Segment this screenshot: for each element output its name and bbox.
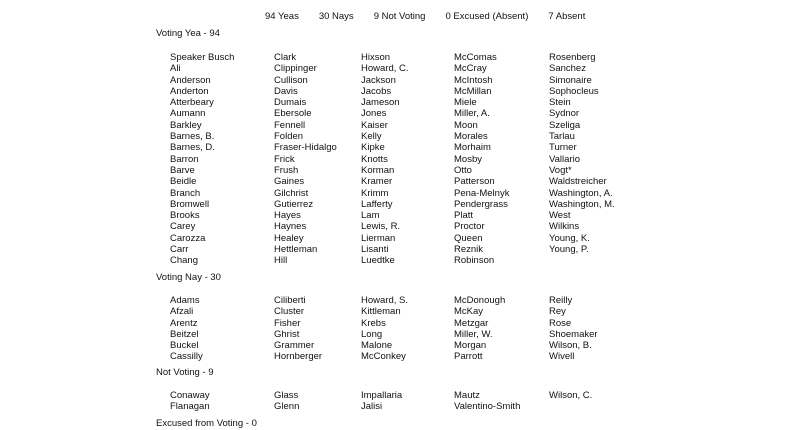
- member-name: Davis: [274, 85, 298, 97]
- member-name: Stein: [549, 97, 571, 109]
- member-name: Moon: [454, 119, 478, 131]
- member-name: Carozza: [170, 232, 206, 244]
- member-name: Lafferty: [361, 198, 393, 210]
- member-name: Glenn: [274, 401, 300, 413]
- member-name: Conaway: [170, 390, 210, 401]
- member-name: Knotts: [361, 153, 388, 165]
- member-name: Miller, W.: [454, 328, 493, 340]
- member-name: Carey: [170, 221, 196, 233]
- member-name: Young, P.: [549, 244, 589, 256]
- nay-name-list: [170, 295, 659, 363]
- member-name: McComas: [454, 52, 497, 63]
- member-name: Krimm: [361, 187, 389, 199]
- member-name: Bromwell: [170, 198, 210, 210]
- member-name: Jacobs: [361, 85, 392, 97]
- member-name: Fraser-Hidalgo: [274, 142, 337, 154]
- member-name: Barron: [170, 153, 199, 165]
- member-name: Lierman: [361, 232, 396, 244]
- member-name: Miele: [454, 97, 477, 109]
- member-name: Morgan: [454, 340, 487, 352]
- member-name: Afzali: [170, 306, 194, 318]
- member-name: Fennell: [274, 119, 306, 131]
- member-name: Gutierrez: [274, 198, 314, 210]
- member-name: Sanchez: [549, 63, 586, 75]
- member-name: Jones: [361, 108, 387, 120]
- member-name: Wilson, B.: [549, 340, 592, 352]
- member-name: Barkley: [170, 119, 202, 131]
- member-name: Jameson: [361, 97, 400, 109]
- member-name: Cluster: [274, 306, 305, 318]
- member-name: West: [549, 210, 571, 222]
- member-name: Korman: [361, 164, 395, 176]
- member-name: Anderton: [170, 85, 209, 97]
- member-name: Valentino-Smith: [454, 401, 521, 413]
- member-name: Carr: [170, 244, 189, 256]
- excused-count: 0 Excused (Absent): [445, 11, 529, 22]
- member-name: McIntosh: [454, 74, 493, 86]
- member-name: Sophocleus: [549, 85, 599, 97]
- member-name: Pena-Melnyk: [454, 187, 510, 199]
- member-name: Parrott: [454, 351, 483, 363]
- absent-count: 7 Absent: [548, 11, 586, 22]
- member-name: Ciliberti: [274, 295, 306, 306]
- member-name: Gilchrist: [274, 187, 309, 199]
- member-name: Ali: [170, 63, 181, 75]
- member-name: Waldstreicher: [549, 176, 607, 188]
- member-name: Shoemaker: [549, 328, 598, 340]
- yeas-count: 94 Yeas: [265, 11, 299, 22]
- member-name: McCray: [454, 63, 487, 75]
- member-name: Turner: [549, 142, 577, 154]
- member-name: Frick: [274, 153, 295, 165]
- not-voting-heading: Not Voting - 9: [156, 367, 214, 378]
- member-name: Howard, C.: [361, 63, 409, 75]
- member-name: Rose: [549, 317, 572, 329]
- member-name: Speaker Busch: [170, 52, 235, 63]
- member-name: Otto: [454, 164, 472, 176]
- member-name: Tarlau: [549, 131, 575, 143]
- member-name: Barve: [170, 164, 195, 176]
- member-name: Anderson: [170, 74, 211, 86]
- member-name: Hill: [274, 255, 288, 267]
- member-name: Mautz: [454, 390, 480, 401]
- member-name: Washington, M.: [549, 198, 615, 210]
- member-name: Wilson, C.: [549, 390, 593, 401]
- member-name: Pendergrass: [454, 198, 508, 210]
- member-name: Clark: [274, 52, 297, 63]
- member-name: Metzgar: [454, 317, 489, 329]
- member-name: Grammer: [274, 340, 315, 352]
- member-name: Fisher: [274, 317, 301, 329]
- member-name: Clippinger: [274, 63, 317, 75]
- nay-heading: Voting Nay - 30: [156, 272, 221, 283]
- yea-name-list: [170, 52, 659, 267]
- member-name: Morales: [454, 131, 488, 143]
- member-name: Platt: [454, 210, 474, 222]
- member-name: Cassilly: [170, 351, 203, 363]
- member-name: Branch: [170, 187, 201, 199]
- member-name: Impallaria: [361, 390, 403, 401]
- nays-count: 30 Nays: [318, 11, 354, 22]
- member-name: Chang: [170, 255, 198, 267]
- member-name: Lam: [361, 210, 380, 222]
- member-name: Atterbeary: [170, 97, 214, 109]
- member-name: Proctor: [454, 221, 485, 233]
- member-name: Krebs: [361, 317, 386, 329]
- member-name: Rey: [549, 306, 566, 318]
- member-name: Gaines: [274, 176, 305, 188]
- member-name: Rosenberg: [549, 52, 596, 63]
- member-name: Frush: [274, 164, 299, 176]
- member-name: Glass: [274, 390, 299, 401]
- member-name: Aumann: [170, 108, 206, 120]
- member-name: Sydnor: [549, 108, 580, 120]
- member-name: Arentz: [170, 317, 198, 329]
- member-name: Malone: [361, 340, 393, 352]
- member-name: Jalisi: [361, 401, 383, 413]
- member-name: McMillan: [454, 85, 492, 97]
- not-voting-name-list: [170, 390, 659, 413]
- member-name: Beitzel: [170, 328, 199, 340]
- member-name: Ghrist: [274, 328, 300, 340]
- vote-summary: [265, 11, 585, 22]
- member-name: Barnes, B.: [170, 131, 215, 143]
- member-name: Buckel: [170, 340, 199, 352]
- member-name: Kelly: [361, 131, 382, 143]
- member-name: Kittleman: [361, 306, 401, 318]
- member-name: Young, K.: [549, 232, 590, 244]
- member-name: Cullison: [274, 74, 308, 86]
- member-name: Queen: [454, 232, 483, 244]
- member-name: Beidle: [170, 176, 197, 188]
- member-name: Vogt*: [549, 164, 572, 176]
- member-name: Vallario: [549, 153, 580, 165]
- member-name: Barnes, D.: [170, 142, 215, 154]
- member-name: Wilkins: [549, 221, 580, 233]
- member-name: Wivell: [549, 351, 575, 363]
- member-name: Reznik: [454, 244, 484, 256]
- member-name: Haynes: [274, 221, 307, 233]
- member-name: Reilly: [549, 295, 573, 306]
- member-name: Jackson: [361, 74, 396, 86]
- member-name: Luedtke: [361, 255, 395, 267]
- yea-heading: Voting Yea - 94: [156, 28, 220, 39]
- member-name: Szeliga: [549, 119, 581, 131]
- member-name: Hixson: [361, 52, 391, 63]
- member-name: Folden: [274, 131, 304, 143]
- member-name: Dumais: [274, 97, 307, 109]
- member-name: Simonaire: [549, 74, 592, 86]
- member-name: Flanagan: [170, 401, 210, 413]
- member-name: Lewis, R.: [361, 221, 401, 233]
- member-name: Kramer: [361, 176, 393, 188]
- member-name: Adams: [170, 295, 200, 306]
- member-name: Healey: [274, 232, 304, 244]
- member-name: Hayes: [274, 210, 301, 222]
- member-name: Washington, A.: [549, 187, 613, 199]
- member-name: McDonough: [454, 295, 506, 306]
- member-name: Howard, S.: [361, 295, 408, 306]
- member-name: McKay: [454, 306, 484, 318]
- member-name: Miller, A.: [454, 108, 490, 120]
- member-name: Patterson: [454, 176, 495, 188]
- member-name: Lisanti: [361, 244, 389, 256]
- member-name: Robinson: [454, 255, 495, 267]
- member-name: McConkey: [361, 351, 406, 363]
- member-name: Ebersole: [274, 108, 312, 120]
- member-name: Kaiser: [361, 119, 388, 131]
- member-name: Hornberger: [274, 351, 323, 363]
- member-name: Mosby: [454, 153, 482, 165]
- member-name: Kipke: [361, 142, 385, 154]
- excused-heading: Excused from Voting - 0: [156, 418, 257, 429]
- member-name: Brooks: [170, 210, 200, 222]
- member-name: Long: [361, 328, 383, 340]
- member-name: Hettleman: [274, 244, 318, 256]
- member-name: Morhaim: [454, 142, 491, 154]
- not-voting-count: 9 Not Voting: [373, 11, 426, 22]
